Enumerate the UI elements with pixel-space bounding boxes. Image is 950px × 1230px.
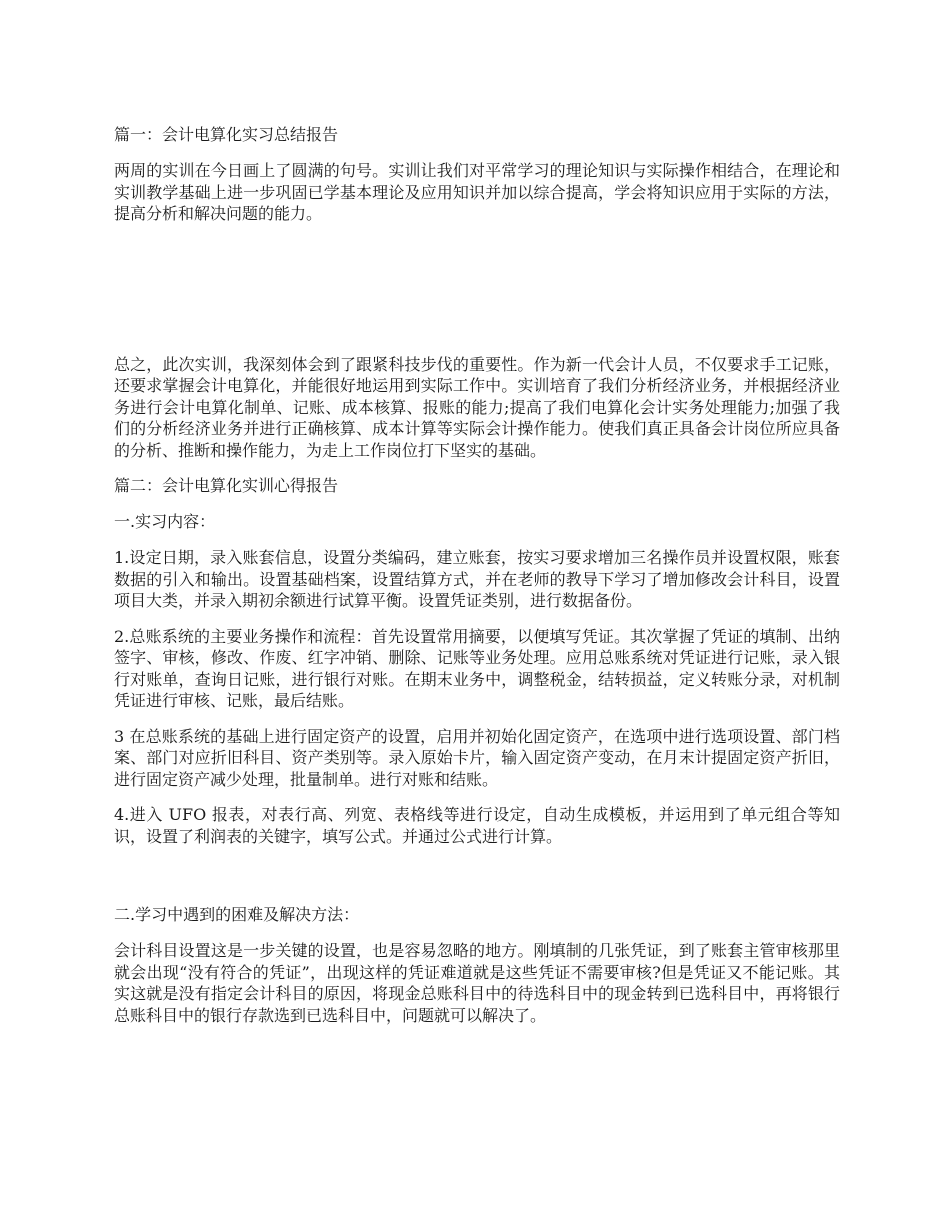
article-one-intro-paragraph: 两周的实训在今日画上了圆满的句号。实训让我们对平常学习的理论知识与实际操作相结合，在理论和实训教学基础上进一步巩固已学基本理论及应用知识并加以综合提高，学会将知识应用于实际的方法，提高分析和解决问题的能力。 <box>114 161 840 223</box>
content-item-1: 1.设定日期，录入账套信息，设置分类编码，建立账套，按实习要求增加三名操作员并设置权限，账套数据的引入和输出。设置基础档案，设置结算方式，并在老师的教导下学习了增加修改会计科目，设置项目大类，并录入期初余额进行试算平衡。设置凭证类别，进行数据备份。 <box>114 548 840 610</box>
section-difficulties-title: 二.学习中遇到的困难及解决方法： <box>114 905 360 924</box>
article-one-title: 篇一：会计电算化实习总结报告 <box>114 125 339 144</box>
content-item-2: 2.总账系统的主要业务操作和流程：首先设置常用摘要，以便填写凭证。其次掌握了凭证的填制、出纳签字、审核，修改、作废、红字冲销、删除、记账等业务处理。应用总账系统对凭证进行记账，录入银行对账单，查询日记账，进行银行对账。在期末业务中，调整税金，结转损益，定义转账分录，对机制凭证进行审核、记账，最后结账。 <box>114 626 840 710</box>
article-two-title: 篇二：会计电算化实训心得报告 <box>114 476 339 495</box>
article-one-summary-paragraph: 总之，此次实训，我深刻体会到了跟紧科技步伐的重要性。作为新一代会计人员，不仅要求手工记账，还要求掌握会计电算化，并能很好地运用到实际工作中。实训培育了我们分析经济业务，并根据经济业务进行会计电算化制单、记账、成本核算、报账的能力;提高了我们电算化会计实务处理能力;加强了我们的分析经济业务并进行正确核算、成本计算等实际会计操作能力。使我们真正具备会计岗位所应具备的分析、推断和操作能力，为走上工作岗位打下坚实的基础。 <box>114 354 840 460</box>
document-page <box>114 124 840 1026</box>
content-item-4: 4.进入 UFO 报表，对表行高、列宽、表格线等进行设定，自动生成模板，并运用到了单元组合等知识，设置了利润表的关键字，填写公式。并通过公式进行计算。 <box>114 805 840 846</box>
section-content-title: 一.实习内容： <box>114 512 216 531</box>
content-item-3: 3 在总账系统的基础上进行固定资产的设置，启用并初始化固定资产，在选项中进行选项设置、部门档案、部门对应折旧科目、资产类别等。录入原始卡片，输入固定资产变动，在月末计提固定资产折旧，进行固定资产减少处理，批量制单。进行对账和结账。 <box>114 726 840 789</box>
difficulties-paragraph: 会计科目设置这是一步关键的设置，也是容易忽略的地方。刚填制的几张凭证，到了账套主管审核那里就会出现“没有符合的凭证”，出现这样的凭证难道就是这些凭证不需要审核?但是凭证又不能记账。其实这就是没有指定会计科目的原因，将现金总账科目中的待选科目中的现金转到已选科目中，再将银行总账科目中的银行存款选到已选科目中，问题就可以解决了。 <box>114 941 840 1025</box>
